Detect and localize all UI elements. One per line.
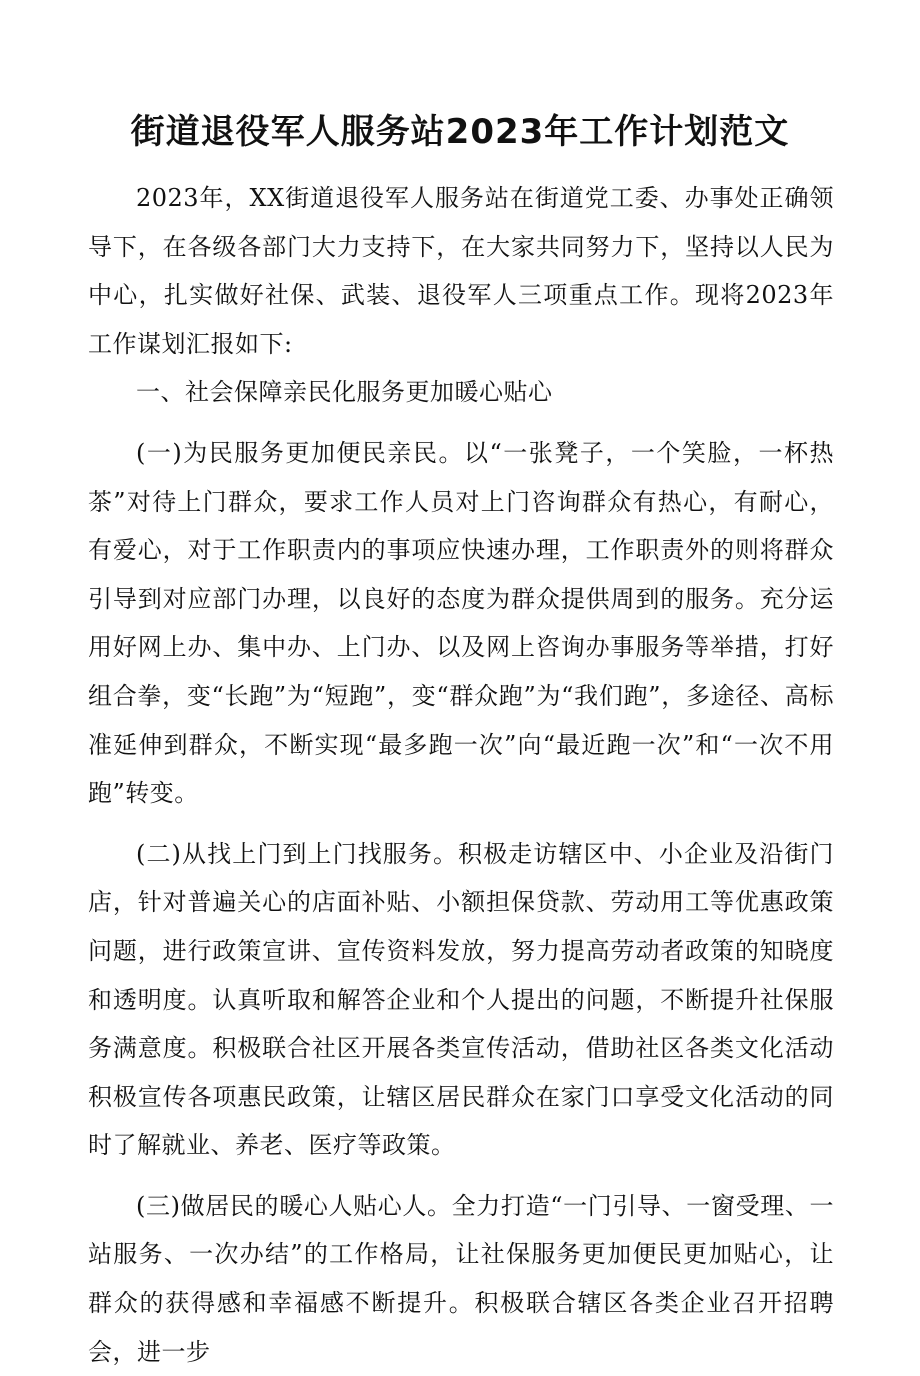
section-heading-1: 一、社会保障亲民化服务更加暖心贴心 <box>136 378 553 407</box>
document-body <box>88 174 834 1376</box>
document-title: 街道退役军人服务站2023年工作计划范文 <box>130 112 790 152</box>
subsection-1-paragraph: (一)为民服务更加便民亲民。以“一张凳子，一个笑脸，一杯热茶”对待上门群众，要求工作人员对上门咨询群众有热心，有耐心，有爱心，对于工作职责内的事项应快速办理，工作职责外的则将群众引导到对应部门办理，以良好的态度为群众提供周到的服务。充分运用好网上办、集中办、上门办、以及网上咨询办事服务等举措，打好组合拳，变“长跑”为“短跑”，变“群众跑”为“我们跑”，多途径、高标准延伸到群众，不断实现“最多跑一次”向“最近跑一次”和“一次不用跑”转变。 <box>88 438 834 808</box>
subsection-3-paragraph: (三)做居民的暖心人贴心人。全力打造“一门引导、一窗受理、一站服务、一次办结”的工作格局，让社保服务更加便民更加贴心，让群众的获得感和幸福感不断提升。积极联合辖区各类企业召开招聘会，进一步 <box>88 1191 834 1366</box>
intro-paragraph: 2023年，XX街道退役军人服务站在街道党工委、办事处正确领导下，在各级各部门大力支持下，在大家共同努力下，坚持以人民为中心，扎实做好社保、武装、退役军人三项重点工作。现将2023年工作谋划汇报如下: <box>88 184 834 358</box>
subsection-2-paragraph: (二)从找上门到上门找服务。积极走访辖区中、小企业及沿街门店，针对普遍关心的店面补贴、小额担保贷款、劳动用工等优惠政策问题，进行政策宣讲、宣传资料发放，努力提高劳动者政策的知晓度和透明度。认真听取和解答企业和个人提出的问题，不断提升社保服务满意度。积极联合社区开展各类宣传活动，借助社区各类文化活动积极宣传各项惠民政策，让辖区居民群众在家门口享受文化活动的同时了解就业、养老、医疗等政策。 <box>88 839 834 1160</box>
